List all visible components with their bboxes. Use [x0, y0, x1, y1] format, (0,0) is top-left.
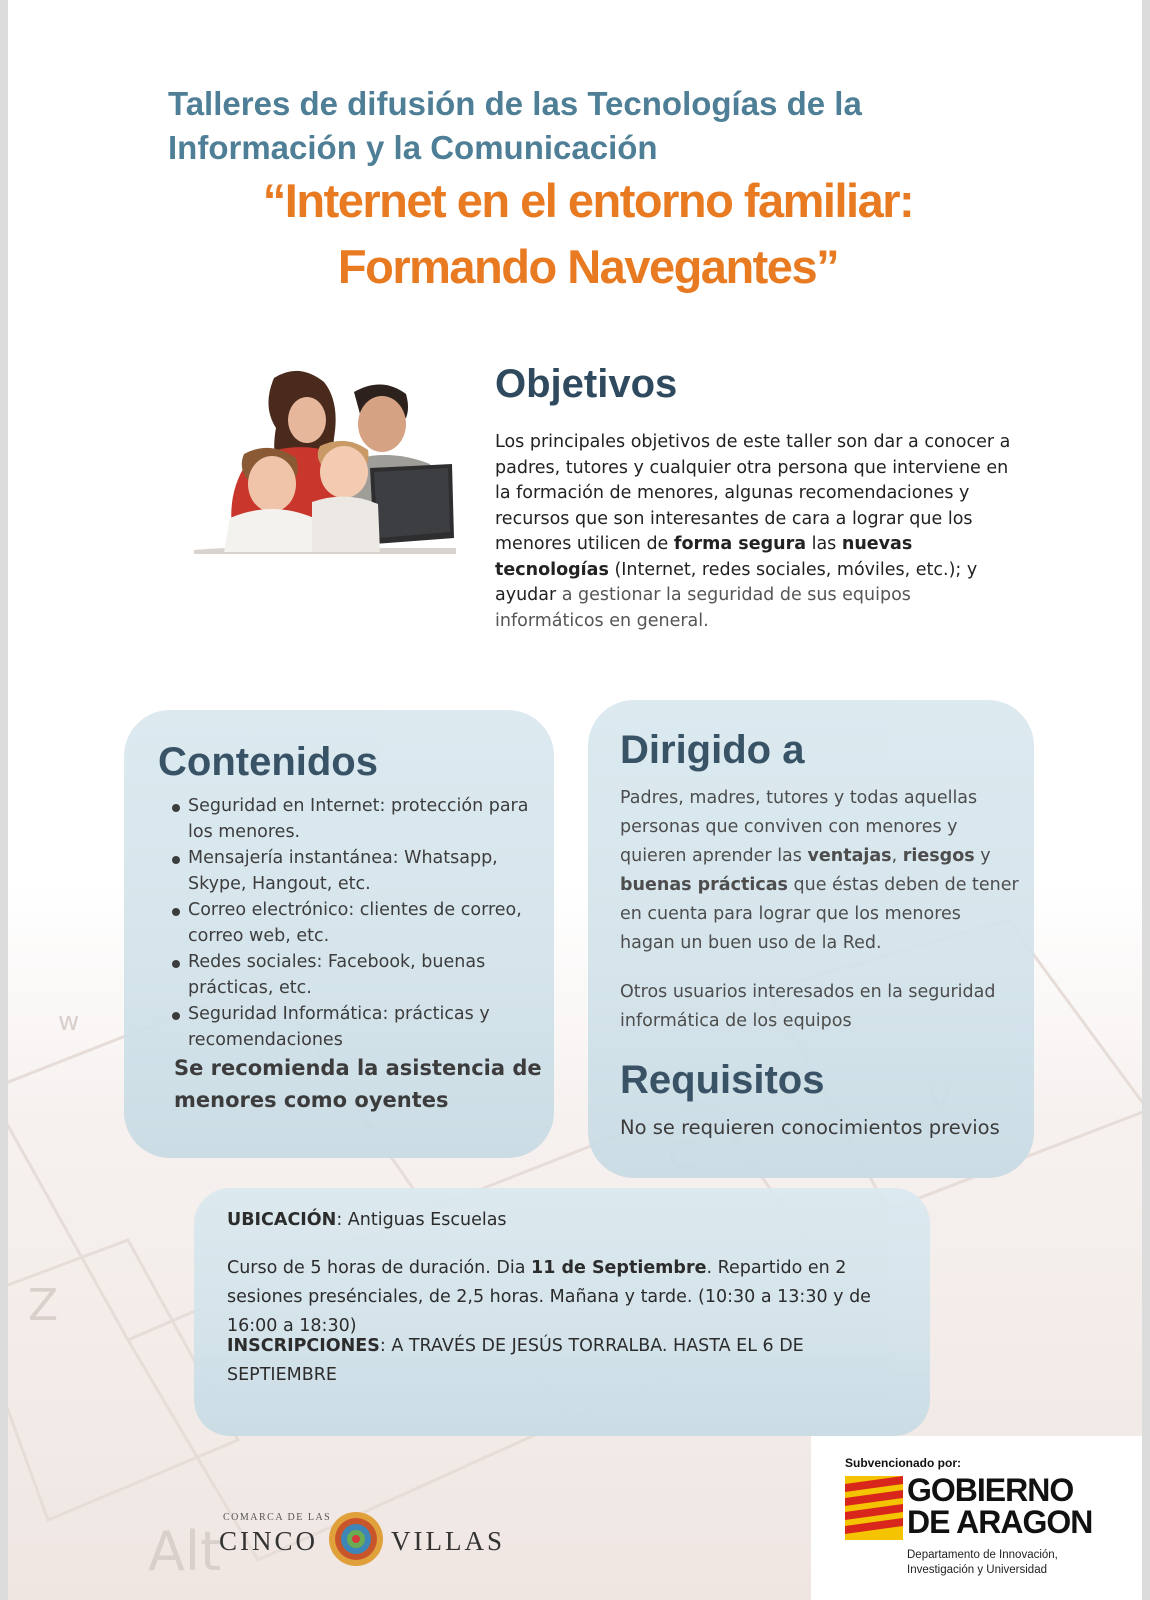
inscripciones-label: INSCRIPCIONES	[227, 1336, 380, 1356]
department-name	[907, 1548, 1058, 1578]
objetivos-text-part: a gestionar la seguridad de sus equipos informáticos en general.	[495, 585, 911, 631]
list-item: Mensajería instantánea: Whatsapp, Skype, Hangout, etc.	[172, 846, 542, 897]
dirigido-text-part: y	[974, 846, 991, 866]
course-text-part: . Repartido en 2 sesiones presénciales, de 2,5 horas. Mañana y tarde. (10:30 a 13:30 y de 16:00 a 18:30)	[227, 1258, 871, 1336]
ubicacion-label: UBICACIÓN	[227, 1210, 337, 1230]
contenidos-note: Se recomienda la asistencia de menores como oyentes	[174, 1056, 542, 1112]
objetivos-text-part: (Internet, redes sociales, móviles, etc.); y ayudar	[495, 559, 978, 605]
objetivos-text	[495, 430, 1015, 634]
dirigido-bold-buenas-practicas: buenas prácticas	[620, 875, 788, 895]
svg-text:Z: Z	[28, 1280, 59, 1331]
title-line-1: “Internet en el entorno familiar:	[262, 174, 914, 227]
dirigido-text-part: que éstas deben de tener en cuenta para lograr que los menores hagan un buen uso de la Red.	[620, 875, 1019, 953]
ubicacion-value: : Antiguas Escuelas	[336, 1210, 507, 1230]
requisitos-heading: Requisitos	[620, 1058, 825, 1102]
dirigido-text-part: ,	[891, 846, 903, 866]
aragon-flag-icon	[845, 1476, 903, 1540]
course-text-part: Curso de 5 horas de duración. Dia	[227, 1258, 532, 1278]
course-details	[227, 1254, 917, 1341]
gobierno-line-2: DE ARAGON	[907, 1504, 1093, 1540]
poster-page	[8, 0, 1142, 1600]
list-item: Correo electrónico: clientes de correo, correo web, etc.	[172, 898, 542, 949]
dept-line-1: Departamento de Innovación,	[907, 1549, 1058, 1561]
contenidos-list	[172, 794, 542, 1054]
objetivos-bold-forma-segura: forma segura	[673, 534, 807, 554]
workshop-title	[148, 168, 1028, 300]
comarca-cinco-text: CINCO	[219, 1526, 319, 1556]
comarca-small-text: COMARCA DE LAS	[223, 1512, 332, 1523]
list-item: Seguridad Informática: prácticas y recomendaciones	[172, 1002, 542, 1053]
dirigido-card	[588, 700, 1034, 1178]
dirigido-bold-riesgos: riesgos	[902, 846, 975, 866]
list-item: Seguridad en Internet: protección para los menores.	[172, 794, 542, 845]
dept-line-2: Investigación y Universidad	[907, 1564, 1047, 1576]
gobierno-line-1: GOBIERNO	[907, 1472, 1074, 1508]
dirigido-text-part: Padres, madres, tutores y todas aquellas personas que conviven con menores y quieren aprender las	[620, 788, 978, 866]
contenidos-card	[124, 710, 554, 1158]
comarca-emblem-icon	[327, 1510, 385, 1568]
comarca-cinco-villas-logo	[153, 1498, 513, 1578]
comarca-villas-text: VILLAS	[391, 1526, 505, 1556]
gobierno-aragon-logo	[811, 1436, 1142, 1600]
inscripciones-value: : A TRAVÉS DE JESÚS TORRALBA. HASTA EL 6 DE SEPTIEMBRE	[227, 1336, 804, 1385]
ubicacion-card	[194, 1188, 930, 1436]
subtitle-line-2: Información y la Comunicación	[168, 129, 658, 166]
svg-text:w: w	[58, 1007, 80, 1037]
gobierno-name	[907, 1474, 1092, 1538]
course-date: 11 de Septiembre	[531, 1258, 707, 1278]
objetivos-text-part: Los principales objetivos de este taller son dar a conocer a padres, tutores y cualquier otra persona que interviene en la formación de menores, algunas recomendaciones y recursos que son interesantes de cara a lograr que los menores utilicen de	[495, 432, 1011, 554]
family-with-laptop-photo	[184, 368, 466, 562]
objetivos-text-part: las	[806, 534, 842, 554]
dirigido-other-users: Otros usuarios interesados en la seguridad informática de los equipos	[620, 982, 996, 1031]
requisitos-text: No se requieren conocimientos previos	[620, 1116, 1000, 1139]
dirigido-bold-ventajas: ventajas	[807, 846, 892, 866]
subvencionado-label: Subvencionado por:	[845, 1456, 962, 1470]
dirigido-text	[620, 784, 1020, 958]
ubicacion-line	[227, 1206, 917, 1235]
dirigido-heading: Dirigido a	[620, 728, 805, 772]
inscripciones-line	[227, 1332, 917, 1390]
subtitle-line-1: Talleres de difusión de las Tecnologías de la	[168, 85, 862, 122]
objetivos-heading: Objetivos	[495, 362, 678, 406]
workshop-series-title	[168, 82, 1068, 170]
objetivos-bold-nuevas-tecnologias: nuevas tecnologías	[495, 534, 913, 580]
svg-text:Alt: Alt	[148, 1520, 222, 1583]
list-item: Redes sociales: Facebook, buenas prácticas, etc.	[172, 950, 542, 1001]
title-line-2: Formando Navegantes”	[337, 240, 839, 293]
contenidos-heading: Contenidos	[158, 740, 378, 784]
